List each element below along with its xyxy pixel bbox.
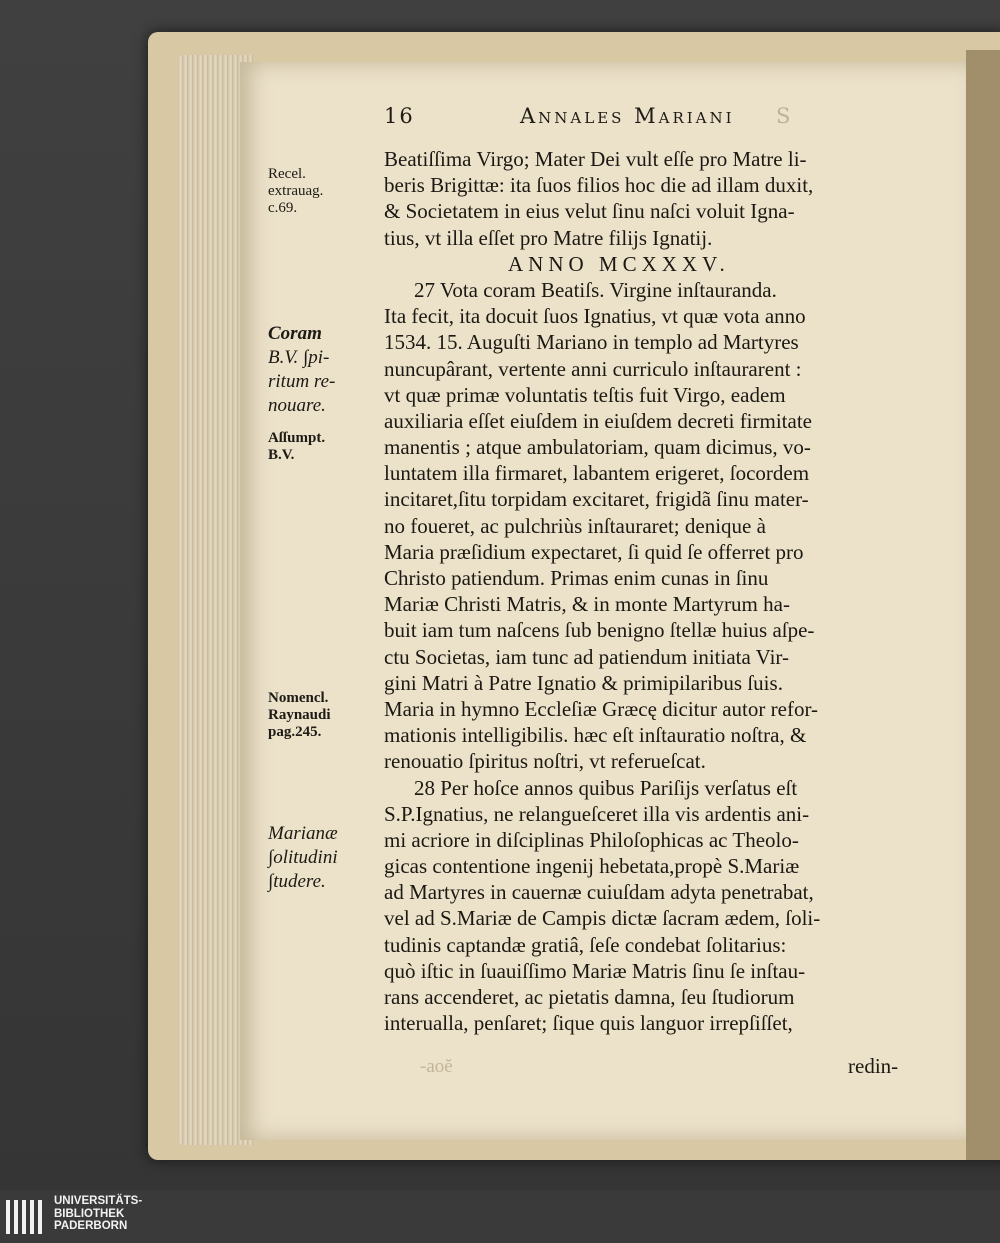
text-line: beris Brigittæ: ita ſuos filios hoc die ad illam duxit, <box>384 173 814 198</box>
text-line: 1534. 15. Auguſti Mariano in templo ad Martyres <box>384 330 799 355</box>
text-line: buit iam tum naſcens ſub benigno ſtellæ huius aſpe- <box>384 618 815 643</box>
text-line: incitaret,ſitu torpidam excitaret, frigidã ſinu mater- <box>384 487 809 512</box>
margin-note-line: extrauag. <box>268 183 324 199</box>
text-line: gicas contentione ingenij hebetata,propè S.Mariæ <box>384 854 800 879</box>
library-logo-icon <box>4 1196 48 1238</box>
margin-note <box>268 430 380 464</box>
margin-note-line: B.V. <box>268 447 295 463</box>
text-line: Maria in hymno Eccleſiæ Græcę dicitur autor refor- <box>384 696 819 721</box>
library-name <box>54 1195 142 1233</box>
text-line: mi acriore in diſciplinas Philoſophicas ac Theolo- <box>384 827 799 852</box>
body-text <box>384 146 932 1036</box>
text-line: tudinis captandæ gratiâ, ſeſe condebat ſolitarius: <box>384 932 787 957</box>
text-line: manentis ; atque ambulatoriam, quam dicimus, vo- <box>384 435 811 460</box>
margin-note-line: Marianæ <box>268 823 338 844</box>
bleed-through-foot: -aoĕ <box>420 1056 453 1077</box>
year-heading: ANNO MCXXXV. <box>508 251 730 276</box>
margin-note-line: Nomencl. <box>268 690 329 706</box>
catchword: redin- <box>848 1054 899 1078</box>
text-line: Maria præſidium expectaret, ſi quid ſe offerret pro <box>384 539 804 564</box>
text-line: vt quæ primæ voluntatis teſtis fuit Virgo, eadem <box>384 382 786 407</box>
margin-note <box>268 822 380 894</box>
margin-note-line: B.V. ∫pi- <box>268 347 330 368</box>
text-line: nuncupârant, vertente anni curriculo inſtaurarent : <box>384 356 802 381</box>
margin-note-line: Raynaudi <box>268 707 331 723</box>
margin-note <box>268 690 380 741</box>
text-line: auxiliaria eſſet eiuſdem in eiuſdem decreti firmitate <box>384 408 812 433</box>
text-line: renouatio ſpiritus noſtri, vt referueſcat. <box>384 749 706 774</box>
library-name-line: BIBLIOTHEK <box>54 1207 125 1220</box>
text-line: 27 Vota coram Beatiſs. Virgine inſtauranda. <box>414 277 777 302</box>
margin-note-line: ∫tudere. <box>268 871 326 892</box>
text-line: Christo patiendum. Primas enim cunas in ſinu <box>384 566 769 590</box>
margin-note <box>268 322 380 418</box>
text-line: Mariæ Christi Matris, & in monte Martyrum ha- <box>384 592 790 617</box>
library-name-line: PADERBORN <box>54 1220 128 1232</box>
text-line: interualla, penſaret; ſique quis languor irrepſiſſet, <box>384 1011 793 1036</box>
text-line: & Societatem in eius velut ſinu naſci voluit Igna- <box>384 199 795 224</box>
margin-note-line: pag.245. <box>268 724 322 740</box>
margin-note-line: Aſſumpt. <box>268 430 326 446</box>
margin-note-line: ritum re- <box>268 371 336 392</box>
text-line: Ita fecit, ita docuit ſuos Ignatius, vt quæ vota anno <box>384 304 806 329</box>
library-name-line: UNIVERSITÄTS- <box>54 1195 143 1207</box>
text-line: mationis intelligibilis. hæc eſt inſtauratio noſtra, & <box>384 723 807 748</box>
text-line: gini Matri à Patre Ignatio & primipilaribus ſuis. <box>384 670 783 695</box>
margin-note-line: nouare. <box>268 395 326 416</box>
text-line: 28 Per hoſce annos quibus Pariſijs verſatus eſt <box>414 775 798 800</box>
bleed-through-head: S <box>776 104 793 128</box>
facing-page-strip <box>966 50 1000 1160</box>
text-line: luntatem illa firmaret, labantem erigeret, ſocordem <box>384 461 810 486</box>
text-line: ctu Societas, iam tunc ad patiendum initiata Vir- <box>384 644 789 669</box>
text-line: tius, vt illa eſſet pro Matre filijs Ignatij. <box>384 225 713 250</box>
margin-note-line: c.69. <box>268 200 298 216</box>
margin-note-line: Recel. <box>268 166 306 182</box>
text-line: S.P.Ignatius, ne relangueſceret illa vis ardentis ani- <box>384 801 810 826</box>
text-line: ad Martyres in cauernæ cuiuſdam adyta penetrabat, <box>384 880 814 905</box>
margin-note <box>268 166 380 217</box>
running-head: Annales Mariani <box>520 104 735 128</box>
margin-note-line: Coram <box>268 323 322 344</box>
page-number: 16 <box>384 104 415 128</box>
text-line: vel ad S.Mariæ de Campis dictæ ſacram ædem, ſoli- <box>384 906 821 931</box>
text-line: quò iſtic in ſuauiſſimo Mariæ Matris ſinu ſe inſtau- <box>384 958 806 983</box>
text-line: no foueret, ac pulchriùs inſtauraret; denique à <box>384 513 766 538</box>
text-line: Beatiſſima Virgo; Mater Dei vult eſſe pro Matre li- <box>384 147 807 171</box>
library-footer <box>0 1190 1000 1243</box>
margin-note-line: ∫olitudini <box>268 847 338 868</box>
text-line: rans accenderet, ac pietatis damna, ſeu ſtudiorum <box>384 985 795 1009</box>
